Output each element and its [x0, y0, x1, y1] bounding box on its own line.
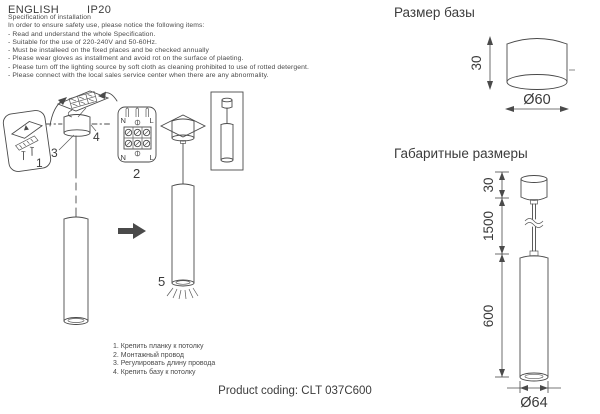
specification-item: - Read and understand the whole Specification.: [8, 30, 156, 38]
legend-item: 2. Монтажный провод: [113, 351, 184, 359]
step-1-label: 1: [36, 156, 43, 170]
light-rays: [167, 288, 198, 299]
canopy-height-value: 30: [481, 177, 496, 193]
specification-item: - Please connect with the local sales service center when there are any abnormality.: [8, 72, 269, 80]
terminal-n-bottom-label: N: [120, 153, 126, 162]
base-diameter-dimension: [505, 92, 569, 112]
overall-diameter-value: Ø64: [520, 395, 548, 411]
base-size-title: Размер базы: [394, 5, 475, 20]
overall-size-title: Габаритные размеры: [394, 146, 528, 161]
specification-title: Specification of installation: [8, 14, 91, 21]
base-size-diagram: [390, 22, 600, 134]
finished-product-inset: [211, 92, 243, 170]
wire-length-value: 1500: [481, 210, 496, 242]
ip-rating-label: IP20: [87, 4, 112, 16]
next-step-arrow: [118, 223, 146, 239]
step-2-label: 2: [133, 166, 141, 181]
base-height-dimension: [469, 36, 493, 90]
legend-item: 1. Крепить планку к потолку: [113, 343, 204, 350]
legend-item: 4. Крепить базу к потолку: [113, 368, 196, 376]
overall-height-dimensions: [481, 172, 509, 377]
arrow-terminal-to-plate: [98, 92, 117, 102]
specification-intro: In order to ensure safety use, please notice the following items:: [8, 22, 205, 30]
specification-item: - Suitable for the use of 220-240V and 50-60Hz.: [8, 38, 158, 46]
specification-item: - Must be installeed on the fixed places and be checked annually: [8, 47, 209, 55]
terminal-l-top-label: L: [149, 116, 154, 125]
terminal-l-bottom-label: L: [149, 153, 154, 162]
specification-text: [8, 14, 388, 80]
language-label: ENGLISH: [8, 4, 60, 16]
body-height-value: 600: [481, 304, 496, 328]
canopy-figure: [46, 115, 110, 137]
overall-size-diagram: [390, 164, 600, 414]
base-height-value: 30: [469, 55, 484, 71]
base-cylinder-drawing: [507, 39, 575, 90]
step-3-label: 3: [51, 146, 58, 160]
step-5-label: 5: [158, 274, 166, 289]
mounting-bracket-figure: [2, 109, 52, 172]
specification-item: - Please wear gloves as installment and avoid rot on the surface of plaeting.: [8, 55, 244, 63]
legend-list: [113, 343, 215, 377]
step-4-label: 4: [93, 130, 100, 144]
overall-diameter-dimension: [507, 381, 561, 411]
installation-diagram: [0, 86, 390, 344]
specification-item: - Please turn off the lighting source by soft cloth as cleaning prohibited to use of rotted detergent.: [8, 63, 310, 71]
product-coding: Product coding: CLT 037C600: [218, 385, 372, 397]
step-3-leader: [59, 135, 74, 150]
mounted-pendant-figure: [161, 115, 205, 299]
terminal-block-figure: [118, 107, 156, 162]
legend-item: 3. Регулировать длину провода: [113, 360, 216, 368]
assembly-pendant-figure: [64, 136, 88, 325]
base-diameter-value: Ø60: [523, 92, 551, 108]
pendant-drawing: [520, 176, 548, 382]
terminal-n-top-label: N: [120, 116, 126, 125]
